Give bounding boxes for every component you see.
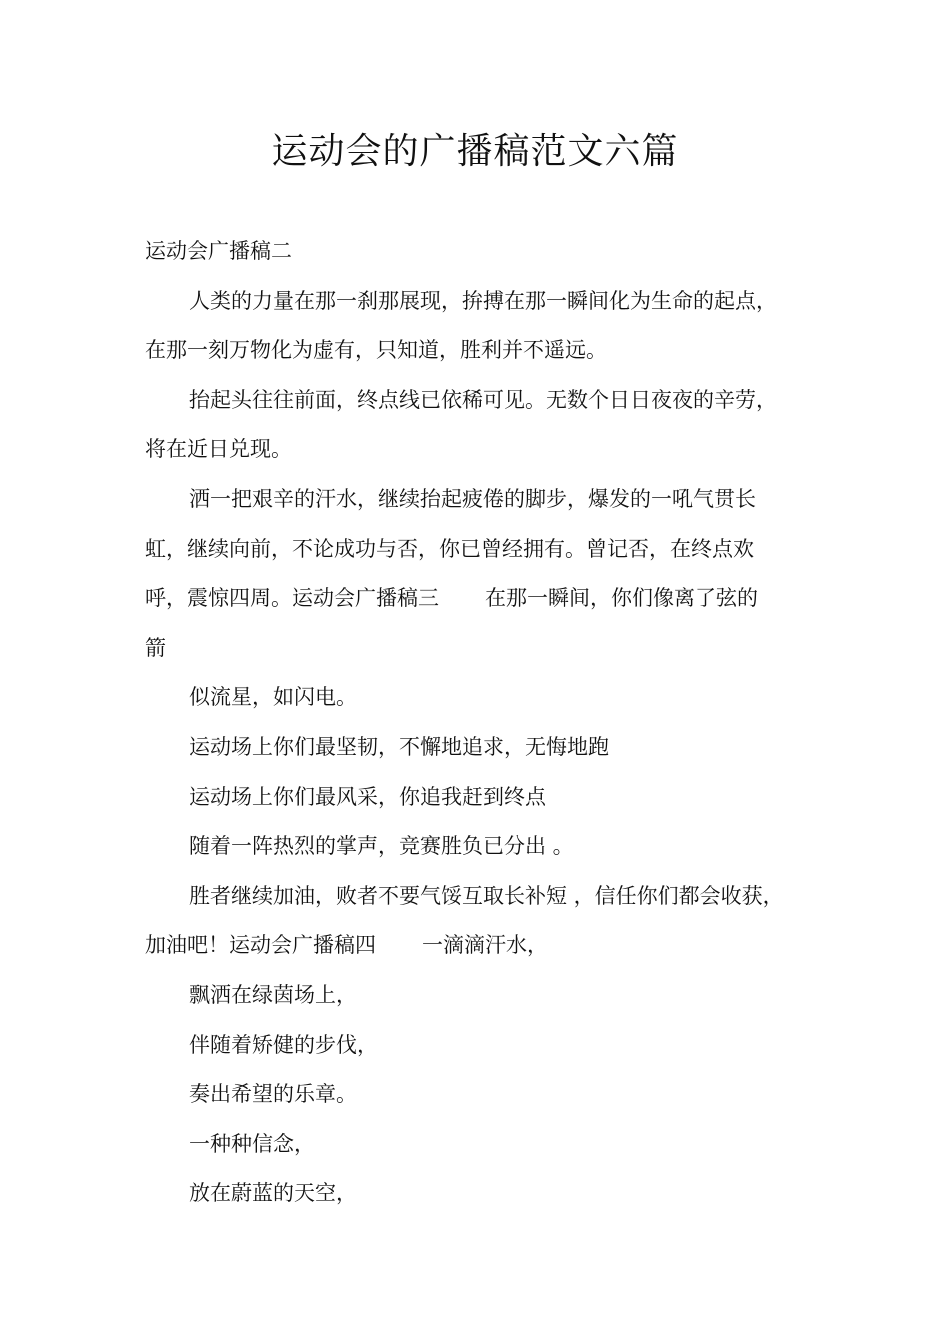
line-text: 虹，继续向前，不论成功与否，你已曾经拥有。曾记否，在终点欢 bbox=[145, 536, 754, 561]
text-line bbox=[145, 277, 825, 327]
line-text: 运动场上你们最坚韧，不懈地追求，无悔地跑 bbox=[189, 734, 609, 759]
document-title: 运动会的广播稿范文六篇 bbox=[271, 131, 679, 172]
text-line bbox=[145, 376, 825, 426]
text-line bbox=[145, 921, 825, 971]
text-line bbox=[145, 1169, 825, 1219]
text-line bbox=[145, 326, 825, 376]
line-text: 一滴滴汗水， bbox=[422, 933, 548, 958]
text-line bbox=[145, 872, 825, 922]
text-line bbox=[145, 574, 825, 624]
text-line bbox=[145, 425, 825, 475]
text-line bbox=[145, 227, 825, 277]
text-line bbox=[145, 971, 825, 1021]
line-text: 抬起头往往前面，终点线已依稀可见。无数个日日夜夜的辛劳， bbox=[189, 387, 777, 412]
text-line bbox=[145, 673, 825, 723]
line-text: 箭 bbox=[145, 635, 166, 660]
line-text: 放在蔚蓝的天空， bbox=[189, 1181, 357, 1206]
text-line bbox=[145, 525, 825, 575]
line-text: 运动场上你们最风采，你追我赶到终点 bbox=[189, 784, 546, 809]
text-line bbox=[145, 723, 825, 773]
text-line bbox=[145, 624, 825, 674]
line-text: 呼，震惊四周。运动会广播稿三 bbox=[145, 586, 439, 611]
text-line bbox=[145, 475, 825, 525]
line-text: 奏出希望的乐章。 bbox=[189, 1082, 357, 1107]
line-text: 似流星，如闪电。 bbox=[189, 685, 357, 710]
line-text: 运动会广播稿二 bbox=[145, 239, 292, 263]
line-text: 将在近日兑现。 bbox=[145, 437, 292, 462]
text-line bbox=[145, 822, 825, 872]
line-text: 在那一瞬间，你们像离了弦的 bbox=[485, 586, 758, 611]
text-line bbox=[145, 1120, 825, 1170]
line-text: 一种种信念， bbox=[189, 1131, 315, 1156]
line-text: 伴随着矫健的步伐， bbox=[189, 1032, 378, 1057]
line-text: 胜者继续加油，败者不要气馁互取长补短 ，信任你们都会收获， bbox=[189, 883, 784, 908]
text-line bbox=[145, 773, 825, 823]
text-line bbox=[145, 1021, 825, 1071]
line-text: 随着一阵热烈的掌声，竞赛胜负已分出 。 bbox=[189, 834, 574, 859]
line-text: 加油吧！运动会广播稿四 bbox=[145, 933, 376, 958]
line-text: 飘洒在绿茵场上， bbox=[189, 982, 357, 1007]
line-text: 洒一把艰辛的汗水，继续抬起疲倦的脚步，爆发的一吼气贯长 bbox=[189, 486, 756, 511]
line-text: 在那一刻万物化为虚有，只知道，胜利并不遥远。 bbox=[145, 338, 607, 363]
line-text: 人类的力量在那一刹那展现，拚搏在那一瞬间化为生命的起点， bbox=[189, 288, 777, 313]
text-line bbox=[145, 1070, 825, 1120]
document-body bbox=[145, 227, 825, 1219]
